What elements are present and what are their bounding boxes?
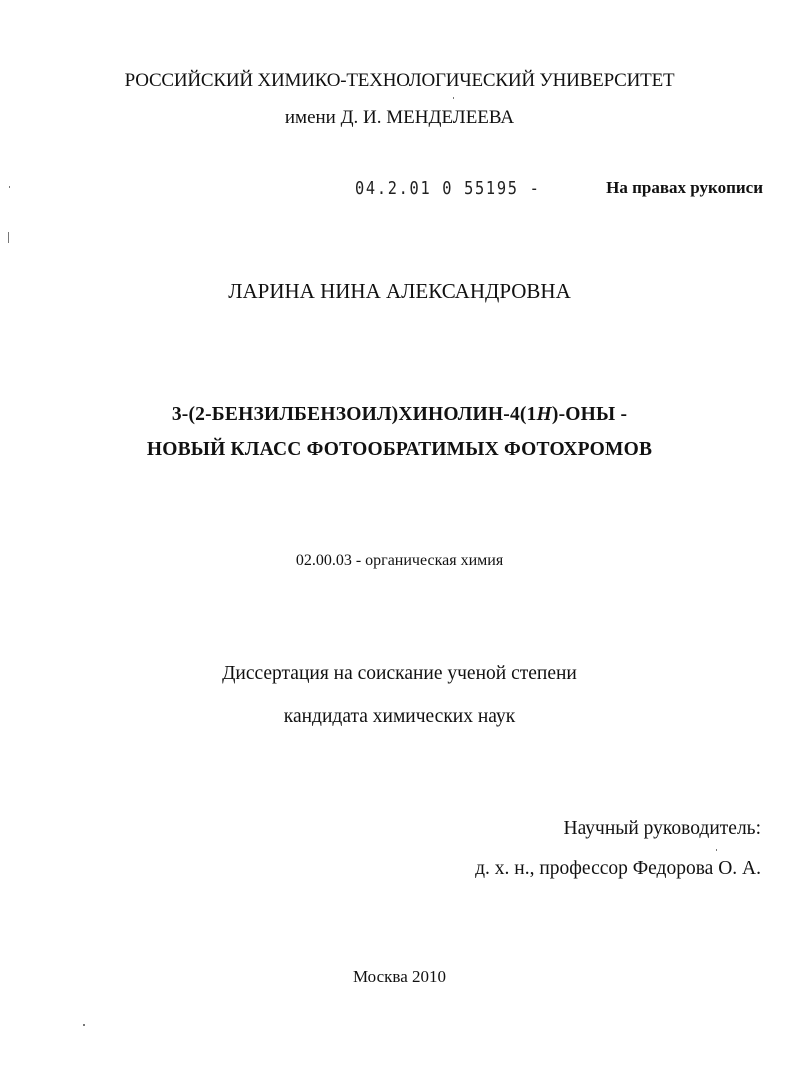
supervisor-name: д. х. н., профессор Федорова О. А. xyxy=(475,858,761,879)
scan-speck xyxy=(453,97,454,99)
scan-speck xyxy=(9,186,10,188)
author-name: ЛАРИНА НИНА АЛЕКСАНДРОВНА xyxy=(228,279,571,303)
scan-speck xyxy=(8,232,9,243)
manuscript-rights-note: На правах рукописи xyxy=(606,178,763,197)
degree-line-1: Диссертация на соискание ученой степени xyxy=(222,663,577,684)
thesis-title-italic-h: H xyxy=(536,404,552,425)
university-named-after: имени Д. И. МЕНДЕЛЕЕВА xyxy=(284,107,515,128)
thesis-title-prefix: 3-(2-БЕНЗИЛБЕНЗОИЛ)ХИНОЛИН-4(1 xyxy=(171,404,537,425)
thesis-title-line-2: НОВЫЙ КЛАСС ФОТООБРАТИМЫХ ФОТОХРОМОВ xyxy=(146,439,653,460)
scan-speck xyxy=(716,849,717,851)
specialty-code: 02.00.03 - органическая химия xyxy=(295,552,504,569)
city-year: Москва 2010 xyxy=(352,967,447,986)
supervisor-label: Научный руководитель: xyxy=(563,818,761,839)
library-stamp-code: 04.2.01 0 55195 - xyxy=(355,178,541,199)
thesis-title-line-1 xyxy=(0,404,799,426)
degree-line-2: кандидата химических наук xyxy=(283,706,516,727)
thesis-title-suffix: )-ОНЫ - xyxy=(551,404,628,425)
university-name: РОССИЙСКИЙ ХИМИКО-ТЕХНОЛОГИЧЕСКИЙ УНИВЕРСИТЕТ xyxy=(124,70,675,91)
scan-speck xyxy=(83,1024,85,1026)
